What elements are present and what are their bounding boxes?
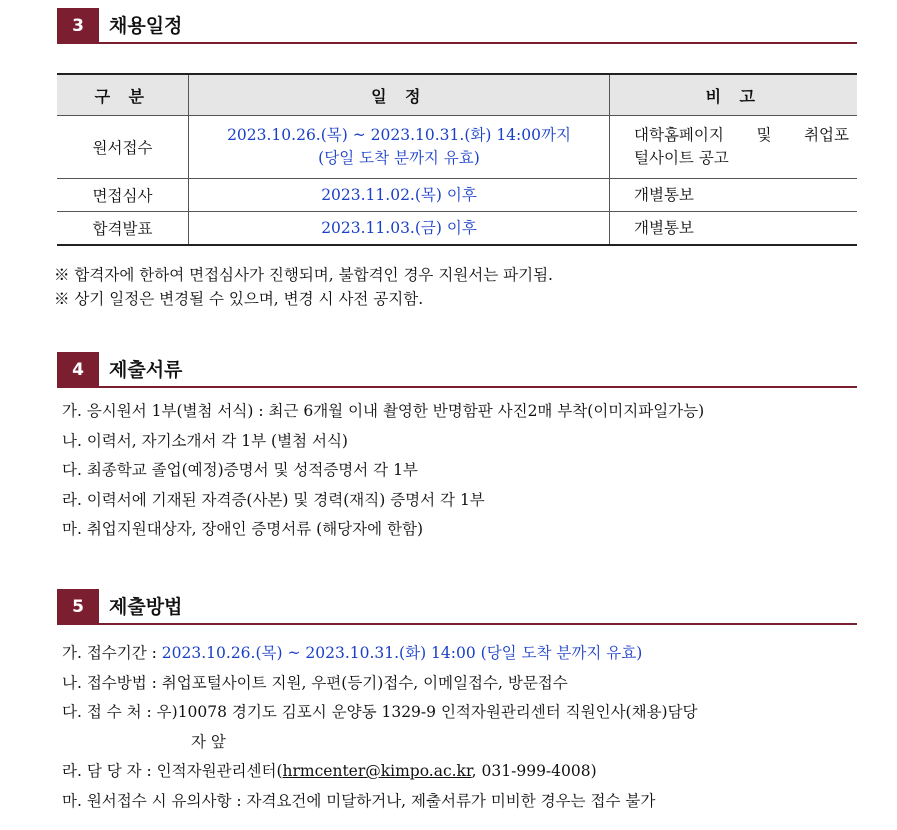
list-item: 라. 이력서에 기재된 자격증(사본) 및 경력(재직) 증명서 각 1부 [62,490,485,509]
list-item: 나. 이력서, 자기소개서 각 1부 (별첨 서식) [62,431,348,450]
section-header-documents [57,352,857,388]
documents-list [62,397,704,545]
list-item: 마. 취업지원대상자, 장애인 증명서류 (해당자에 한함) [62,520,424,538]
row-note: 개별통보 [610,179,858,212]
header-note: 비 고 [610,74,858,116]
table-row [57,116,857,179]
section-divider [99,42,857,44]
note-line: 털사이트 공고 [634,149,729,167]
method-list [62,639,698,816]
list-item-address-cont: 자 앞 [191,732,226,751]
table-row [57,212,857,246]
row-schedule [189,116,610,179]
section-title: 제출서류 [109,359,183,381]
period-label: 가. 접수기간 : [62,644,162,662]
list-item-period [62,639,698,669]
period-value: 2023.10.26.(목) ~ 2023.10.31.(화) 14:00 (당일 도착 분까지 유효) [161,644,643,662]
contact-email-link[interactable]: hrmcenter@kimpo.ac.kr [282,762,472,780]
section-header-schedule [57,8,857,44]
header-schedule: 일 정 [189,74,610,116]
table-header-row [57,74,857,116]
row-note: 개별통보 [610,212,858,246]
list-item-address: 다. 접 수 처 : 우)10078 경기도 김포시 운양동 1329-9 인적자원관리센터 직원인사(채용)담당 [62,703,698,721]
list-item: 다. 최종학교 졸업(예정)증명서 및 성적증명서 각 1부 [62,461,418,479]
row-schedule: 2023.11.02.(목) 이후 [189,179,610,212]
row-category: 원서접수 [57,116,189,179]
section-title: 제출방법 [109,596,183,618]
row-category: 합격발표 [57,212,189,246]
contact-suffix: , 031-999-4008) [471,762,597,780]
schedule-line: (당일 도착 분까지 유효) [318,149,480,167]
list-item: 가. 응시원서 1부(별첨 서식) : 최근 6개월 이내 촬영한 반명함판 사진2매 부착(이미지파일가능) [62,402,705,420]
list-item-caution: 마. 원서접수 시 유의사항 : 자격요건에 미달하거나, 제출서류가 미비한 경우는 접수 불가 [62,791,656,810]
list-item-method: 나. 접수방법 : 취업포털사이트 지원, 우편(등기)접수, 이메일접수, 방문접수 [62,673,568,692]
schedule-table [57,73,857,246]
note-line: 대학홈페이지 및 취업포 [634,126,849,144]
schedule-line: 2023.10.26.(목) ~ 2023.10.31.(화) 14:00까지 [227,126,571,144]
section-divider [99,623,857,625]
section-number: 5 [57,589,99,625]
header-category: 구 분 [57,74,189,116]
section-header-method [57,589,857,625]
row-schedule: 2023.11.03.(금) 이후 [189,212,610,246]
section-number: 3 [57,8,99,44]
section-title: 채용일정 [109,15,183,37]
list-item-contact [62,757,698,787]
note-item: ※ 상기 일정은 변경될 수 있으며, 변경 시 사전 공지함. [54,290,424,308]
section-number: 4 [57,352,99,388]
row-note [610,116,858,179]
row-category: 면접심사 [57,179,189,212]
contact-prefix: 라. 담 당 자 : 인적자원관리센터( [62,762,283,780]
schedule-notes [54,263,553,311]
table-row [57,179,857,212]
section-divider [99,386,857,388]
note-item: ※ 합격자에 한하여 면접심사가 진행되며, 불합격인 경우 지원서는 파기됨. [54,266,553,284]
